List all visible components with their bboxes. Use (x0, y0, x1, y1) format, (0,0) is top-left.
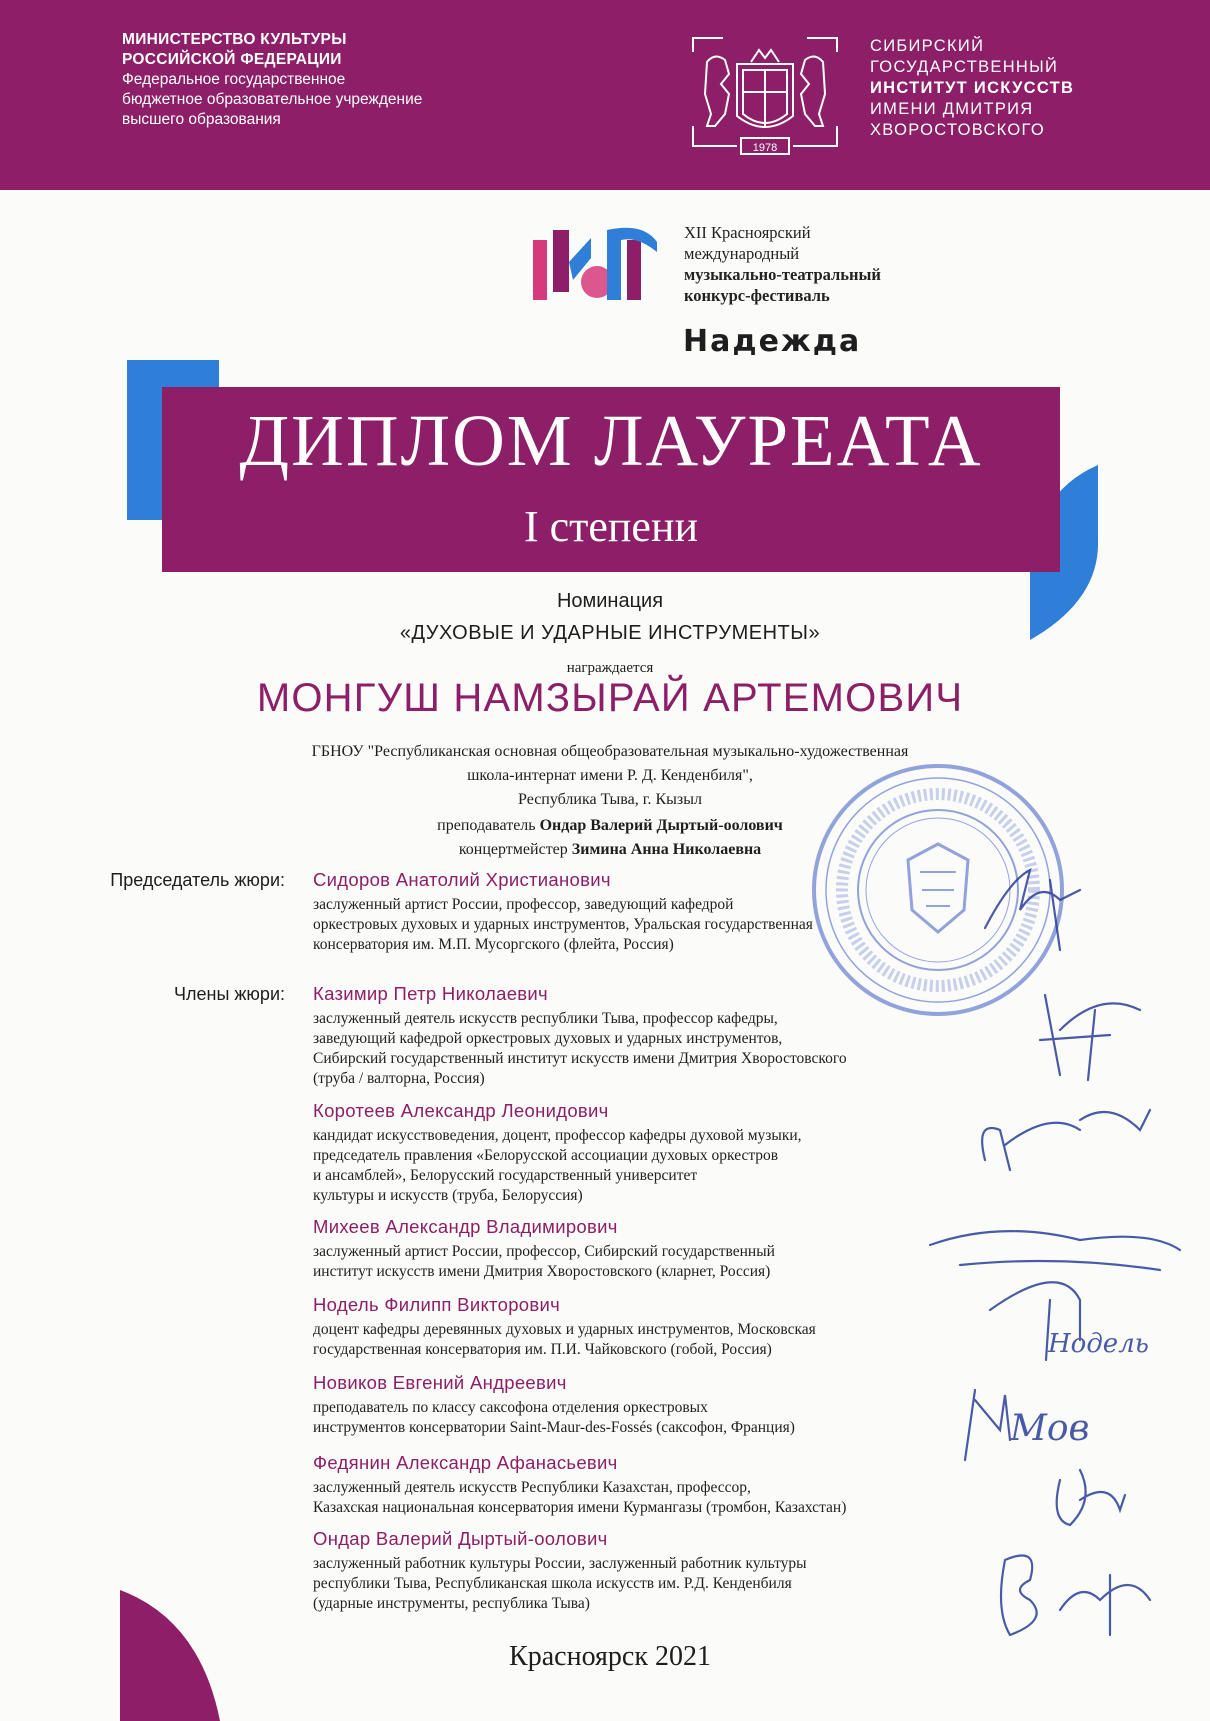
jury-desc-line: оркестровых духовых и ударных инструментов, Уральская государственная (313, 916, 813, 933)
jury-member-name: Коротеев Александр Леонидович (313, 1100, 609, 1121)
institute-line-3: ИНСТИТУТ ИСКУССТВ (870, 79, 1075, 97)
jury-desc-line: и ансамблей», Белорусский государственный университет (313, 1167, 698, 1184)
jury-desc-line: Сибирский государственный институт искусств имени Дмитрия Хворостовского (313, 1050, 847, 1067)
nomination-label: Номинация (556, 590, 664, 612)
diploma-degree: I степени (523, 502, 699, 551)
jury-desc-line: (ударные инструменты, республика Тыва) (313, 1595, 590, 1612)
festival-line-1: XII Красноярский (684, 223, 811, 242)
signature-novikov (965, 1390, 1010, 1460)
jury-member-name: Новиков Евгений Андреевич (313, 1372, 567, 1393)
jury-desc-line: председатель правления «Белорусской ассоциации духовых оркестров (313, 1147, 779, 1164)
school-line-3: Республика Тыва, г. Кызыл (518, 791, 702, 808)
jury-desc-line: заслуженный артист России, профессор, Сибирский государственный (313, 1243, 775, 1260)
jury-desc-line: инструментов консерватории Saint-Maur-des-Fossés (саксофон, Франция) (313, 1419, 795, 1436)
jury-desc-line: институт искусств имени Дмитрия Хворостовского (кларнет, Россия) (313, 1263, 771, 1280)
jury-desc-line: заслуженный деятель искусств Республики Казахстан, профессор, (313, 1479, 751, 1496)
jury-chair-name: Сидоров Анатолий Христианович (313, 869, 611, 890)
jury-desc-line: (труба / валторна, Россия) (313, 1070, 485, 1087)
ministry-line-4: бюджетное образовательное учреждение (122, 91, 423, 108)
festival-line-4: конкурс-фестиваль (684, 286, 830, 305)
festival-name: Надежда (683, 324, 862, 359)
ministry-line-5: высшего образования (122, 111, 281, 128)
signature-ondar (1001, 1556, 1150, 1636)
accompanist-name: Зимина Анна Николаевна (571, 841, 762, 858)
signature-chair (985, 870, 1080, 950)
jury-member-name: Казимир Петр Николаевич (313, 983, 548, 1004)
teacher-label: преподаватель (437, 817, 536, 834)
teacher-name: Ондар Валерий Дыртый-оолович (539, 817, 783, 834)
jury-members-label: Члены жюри: (174, 984, 285, 1004)
jury-desc-line: заслуженный деятель искусств республики Тыва, профессор кафедры, (313, 1010, 778, 1027)
jury-desc-line: заведующий кафедрой оркестровых духовых и ударных инструментов, (313, 1030, 783, 1047)
nomination-value: «ДУХОВЫЕ И УДАРНЫЕ ИНСТРУМЕНТЫ» (399, 622, 821, 644)
jury-desc-line: доцент кафедры деревянных духовых и ударных инструментов, Московская (313, 1321, 816, 1338)
jury-desc-line: преподаватель по классу саксофона отделения оркестровых (313, 1399, 708, 1416)
jury-chair-label: Председатель жюри: (110, 870, 285, 890)
diploma-title: ДИПЛОМ ЛАУРЕАТА (239, 400, 983, 481)
institute-line-4: ИМЕНИ ДМИТРИЯ (870, 100, 1034, 118)
festival-line-2: международный (684, 244, 800, 263)
footer-city-year: Красноярск 2021 (509, 1641, 711, 1672)
signature-fedyanin (1057, 1470, 1125, 1525)
institute-line-2: ГОСУДАРСТВЕННЫЙ (870, 58, 1059, 76)
awarded-label: награждается (566, 660, 654, 676)
jury-desc-line: кандидат искусствоведения, доцент, профессор кафедры духовой музыки, (313, 1127, 802, 1144)
ministry-line-3: Федеральное государственное (122, 71, 346, 88)
institute-line-1: СИБИРСКИЙ (870, 37, 985, 55)
jury-desc-line: заслуженный работник культуры России, заслуженный работник культуры (313, 1555, 807, 1572)
jury-desc-line: культуры и искусств (труба, Белоруссия) (313, 1187, 583, 1204)
jury-member-name: Федянин Александр Афанасьевич (313, 1452, 618, 1473)
jury-desc-line: республики Тыва, Республиканская школа искусств им. Р.Д. Кенденбиля (313, 1575, 792, 1592)
festival-line-3: музыкально-театральный (684, 265, 881, 284)
laureate-name: МОНГУШ НАМЗЫРАЙ АРТЕМОВИЧ (256, 676, 964, 720)
ministry-line-2: РОССИЙСКОЙ ФЕДЕРАЦИИ (122, 51, 342, 68)
institute-line-5: ХВОРОСТОВСКОГО (870, 121, 1045, 139)
jury-member-name: Нодель Филипп Викторович (313, 1294, 561, 1315)
signature-kazimir (1040, 995, 1140, 1080)
signature-mikheev (930, 1231, 1180, 1270)
ministry-line-1: МИНИСТЕРСТВО КУЛЬТУРЫ (122, 31, 347, 48)
signature-text-nodel: Нодель (1048, 1329, 1149, 1359)
accompanist-label: концертмейстер (458, 841, 568, 858)
jury-desc-line: государственная консерватория им. П.И. Чайковского (гобой, Россия) (313, 1341, 772, 1358)
jury-member-name: Михеев Александр Владимирович (313, 1216, 618, 1237)
school-line-1: ГБНОУ "Республиканская основная общеобразовательная музыкально-художественная (311, 743, 909, 760)
emblem-year: 1978 (752, 142, 778, 154)
jury-desc-line: консерватория им. М.П. Мусоргского (флейта, Россия) (313, 936, 674, 953)
jury-desc-line: заслуженный артист России, профессор, заведующий кафедрой (313, 896, 734, 913)
signature-koroteev (982, 1110, 1150, 1170)
signature-text-novikov: Мов (1010, 1408, 1090, 1449)
school-line-2: школа-интернат имени Р. Д. Кенденбиля", (467, 767, 753, 784)
jury-desc-line: Казахская национальная консерватория имени Курмангазы (тромбон, Казахстан) (313, 1499, 847, 1516)
jury-member-name: Ондар Валерий Дыртый-оолович (313, 1528, 608, 1549)
